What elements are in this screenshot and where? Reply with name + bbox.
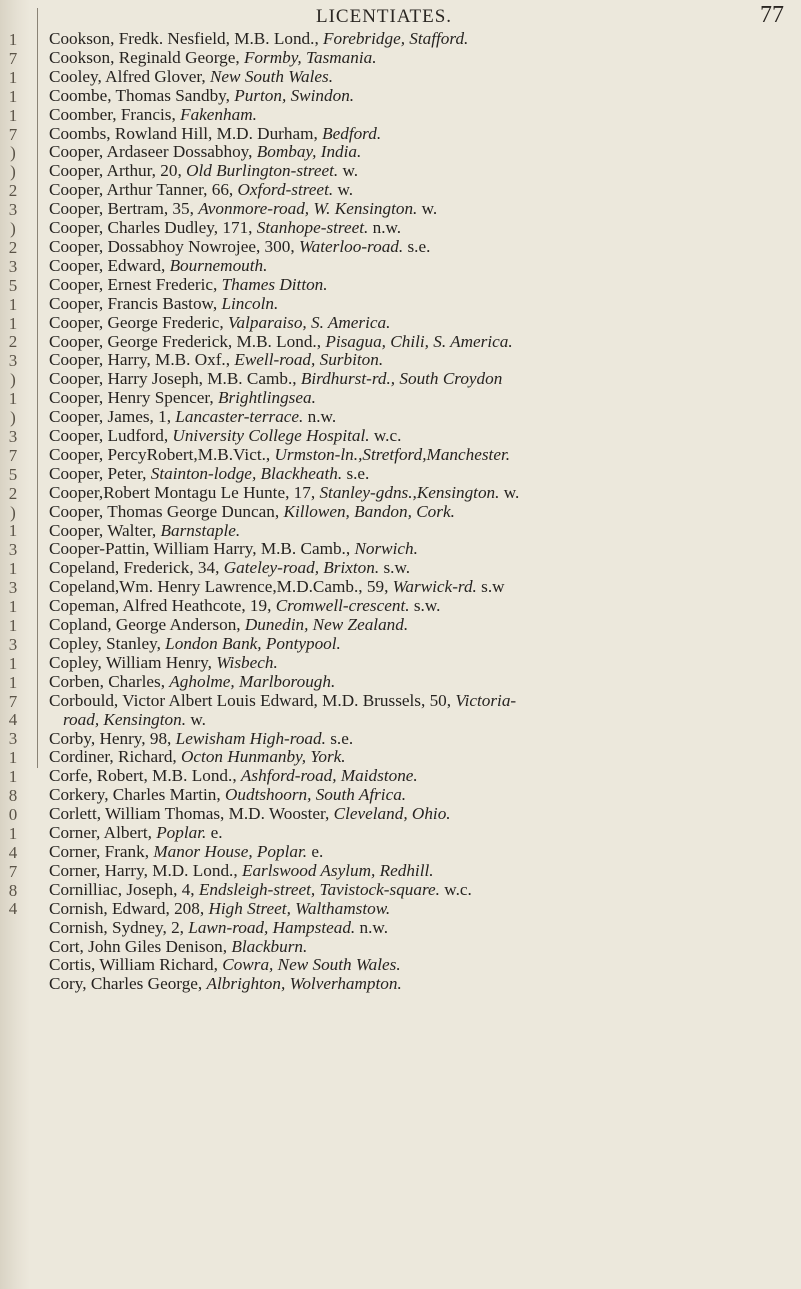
entry-address: Bournemouth. xyxy=(169,255,268,275)
entry-address: Bombay, India. xyxy=(256,142,362,162)
list-item xyxy=(49,748,789,767)
gutter-digit: 2 xyxy=(8,237,18,257)
list-item xyxy=(49,559,789,578)
list-item xyxy=(49,692,789,711)
list-item xyxy=(49,49,789,68)
entry-name: Copley, Stanley, xyxy=(49,634,166,653)
entry-address: Manor House, Poplar. xyxy=(153,841,308,861)
list-item xyxy=(49,919,789,938)
entry-address: Victoria- xyxy=(455,690,517,710)
gutter-digit: 1 xyxy=(8,653,18,673)
gutter-digit: 3 xyxy=(8,351,18,371)
list-item xyxy=(49,597,789,616)
gutter-digit: 5 xyxy=(8,275,18,295)
entry-district: s.w. xyxy=(409,596,441,616)
entry-name: Cooper, Ernest Frederic, xyxy=(49,274,222,294)
gutter-digit: 5 xyxy=(8,464,18,484)
list-item xyxy=(49,540,789,559)
list-item xyxy=(49,786,789,805)
entry-name: Cooper, Walter, xyxy=(49,520,161,540)
gutter-digit: 1 xyxy=(8,86,18,106)
entry-name: Cooper, PercyRobert,M.B.Vict., xyxy=(49,444,275,464)
entry-address: Forebridge, Stafford. xyxy=(323,29,469,48)
list-item xyxy=(49,900,789,919)
gutter-digit: 1 xyxy=(8,294,18,314)
gutter-digit: 3 xyxy=(8,634,18,654)
entry-district: s.e. xyxy=(325,728,354,748)
entry-name: Cordiner, Richard, xyxy=(49,747,182,767)
list-item xyxy=(49,711,789,730)
entry-district: w. xyxy=(186,709,206,729)
list-item xyxy=(49,333,789,352)
entry-name: Corkery, Charles Martin, xyxy=(49,785,225,805)
entry-name: Cooper, George Frederic, xyxy=(49,312,228,332)
entry-address: road, Kensington. xyxy=(63,709,187,729)
entry-name: Copeman, Alfred Heathcote, 19, xyxy=(49,596,276,616)
gutter-digit: 2 xyxy=(8,181,18,201)
list-item xyxy=(49,106,789,125)
entry-address: Albrighton, Wolverhampton. xyxy=(206,974,402,994)
entry-name: Cooper, Charles Dudley, 171, xyxy=(49,218,257,238)
entry-name: Cooper, Henry Spencer, xyxy=(49,388,219,408)
list-item xyxy=(49,616,789,635)
entry-name: Coombe, Thomas Sandby, xyxy=(49,85,235,105)
adjacent-page-margin xyxy=(0,0,30,1289)
list-item xyxy=(49,654,789,673)
gutter-digit: 3 xyxy=(8,256,18,276)
entry-name: Cooper, Peter, xyxy=(49,463,151,483)
entry-address: Formby, Tasmania. xyxy=(243,47,377,67)
entry-name: Cookson, Fredk. Nesfield, M.B. Lond., xyxy=(49,29,324,48)
list-item xyxy=(49,767,789,786)
list-item xyxy=(49,824,789,843)
entry-name: Cooper, Francis Bastow, xyxy=(49,293,222,313)
gutter-digit: 3 xyxy=(8,426,18,446)
entry-address: Urmston-ln.,Stretford,Manchester. xyxy=(274,444,511,464)
entry-name: Cooper, Harry Joseph, M.B. Camb., xyxy=(49,369,301,389)
entry-name: Cortis, William Richard, xyxy=(49,955,223,975)
entry-name: Copeland, Frederick, 34, xyxy=(49,558,224,578)
entry-address: Gateley-road, Brixton. xyxy=(223,558,380,578)
gutter-digit: 8 xyxy=(8,786,18,805)
entry-address: Wisbech. xyxy=(216,652,278,672)
gutter-digit: ) xyxy=(10,162,16,182)
entry-address: Cowra, New South Wales. xyxy=(222,955,401,975)
gutter-digit: 1 xyxy=(8,30,18,49)
list-item xyxy=(49,673,789,692)
gutter-digit: 8 xyxy=(8,880,18,900)
list-item xyxy=(49,881,789,900)
entry-name: Cort, John Giles Denison, xyxy=(49,936,232,956)
list-item xyxy=(49,427,789,446)
entry-district: n.w. xyxy=(368,218,402,238)
entry-address: Lawn-road, Hampstead. xyxy=(188,917,356,937)
gutter-digit: 1 xyxy=(8,521,18,541)
gutter-digit: 1 xyxy=(8,748,18,768)
entry-district: w. xyxy=(499,482,520,502)
entry-address: Oxford-street. xyxy=(237,180,334,200)
entry-address: Brightlingsea. xyxy=(218,388,316,408)
entry-name: Corben, Charles, xyxy=(49,671,170,691)
list-item xyxy=(49,125,789,144)
entry-name: Cooley, Alfred Glover, xyxy=(49,66,210,86)
entry-address: Cromwell-crescent. xyxy=(275,596,410,616)
entry-address: Warwick-rd. xyxy=(392,577,477,597)
entry-district: w. xyxy=(417,199,438,219)
gutter-digit: 1 xyxy=(8,559,18,579)
entry-address: Stainton-lodge, Blackheath. xyxy=(150,463,343,483)
entry-name: Cornish, Edward, 208, xyxy=(49,898,209,918)
list-item xyxy=(49,465,789,484)
list-item xyxy=(49,200,789,219)
entry-address: Lincoln. xyxy=(221,293,279,313)
gutter-digit: 7 xyxy=(8,691,18,711)
entry-name: Copland, George Anderson, xyxy=(49,615,245,635)
entry-name: Cooper, James, 1, xyxy=(49,407,176,427)
entry-name: Cornilliac, Joseph, 4, xyxy=(49,879,199,899)
gutter-digit: 0 xyxy=(8,804,18,824)
gutter-digit: 7 xyxy=(8,124,18,144)
entry-address: Oudtshoorn, South Africa. xyxy=(224,785,407,805)
gutter-digit: 1 xyxy=(8,672,18,692)
gutter-digit: 1 xyxy=(8,389,18,409)
entry-address: Bedford. xyxy=(322,123,382,143)
entry-address: Birdhurst-rd., South Croydon xyxy=(300,369,503,389)
gutter-digit: 3 xyxy=(8,729,18,749)
entry-name: Cooper, Thomas George Duncan, xyxy=(49,501,284,521)
entry-district: s.e. xyxy=(403,236,431,256)
gutter-digit: 3 xyxy=(8,200,18,220)
entry-address: Old Burlington-street. xyxy=(186,161,339,181)
entry-name: Copeland,Wm. Henry Lawrence,M.D.Camb., 59, xyxy=(49,577,393,597)
entry-name: Corbould, Victor Albert Louis Edward, M.D. Brussels, 50, xyxy=(49,690,456,710)
gutter-digit: 4 xyxy=(8,710,18,730)
list-item xyxy=(49,805,789,824)
list-item xyxy=(49,219,789,238)
entry-address: Thames Ditton. xyxy=(221,274,328,294)
entry-name: Copley, William Henry, xyxy=(49,652,217,672)
entry-address: Cleveland, Ohio. xyxy=(333,804,451,824)
entry-address: New South Wales. xyxy=(209,66,333,86)
list-item xyxy=(49,181,789,200)
list-item xyxy=(49,938,789,957)
gutter-digit: ) xyxy=(10,370,16,390)
entry-address: Agholme, Marlborough. xyxy=(169,671,336,691)
entry-name: Cooper, Ardaseer Dossabhoy, xyxy=(49,142,257,162)
list-item xyxy=(49,843,789,862)
list-item xyxy=(49,446,789,465)
entry-address: Ashford-road, Maidstone. xyxy=(240,766,418,786)
list-item xyxy=(49,635,789,654)
entry-name: Cookson, Reginald George, xyxy=(49,47,244,67)
entry-address: Octon Hunmanby, York. xyxy=(181,747,346,767)
list-item xyxy=(49,257,789,276)
list-item xyxy=(49,87,789,106)
entry-address: Lancaster-terrace. xyxy=(175,407,304,427)
entry-name: Cooper, Arthur Tanner, 66, xyxy=(49,180,238,200)
gutter-digit: 4 xyxy=(8,842,18,862)
entry-address: University College Hospital. xyxy=(172,426,370,446)
gutter-digit: 1 xyxy=(8,597,18,616)
list-item xyxy=(49,522,789,541)
entry-district: s.w xyxy=(476,577,505,597)
entry-address: Valparaiso, S. America. xyxy=(227,312,391,332)
gutter-digit: 1 xyxy=(8,767,18,787)
entry-name: Cooper, Arthur, 20, xyxy=(49,161,187,181)
entry-district: w.c. xyxy=(439,879,472,899)
entry-name: Cooper, Edward, xyxy=(49,255,170,275)
list-item xyxy=(49,295,789,314)
list-item xyxy=(49,578,789,597)
entry-name: Cornish, Sydney, 2, xyxy=(49,917,189,937)
entry-name: Coomber, Francis, xyxy=(49,104,181,124)
entry-name: Cooper-Pattin, William Harry, M.B. Camb., xyxy=(49,539,355,559)
entry-name: Corner, Albert, xyxy=(49,823,157,843)
gutter-digit: 1 xyxy=(8,105,18,125)
gutter-digit: 2 xyxy=(8,483,18,503)
entry-address: Stanley-gdns.,Kensington. xyxy=(319,482,500,502)
gutter-digit: ) xyxy=(10,502,16,522)
list-item xyxy=(49,730,789,749)
gutter-digit: 3 xyxy=(8,578,18,598)
list-item xyxy=(49,956,789,975)
entry-address: Avonmore-road, W. Kensington. xyxy=(198,199,418,219)
entry-district: w.c. xyxy=(369,426,402,446)
gutter-digit: ) xyxy=(10,143,16,163)
list-item xyxy=(49,238,789,257)
gutter-digit: 1 xyxy=(8,615,18,635)
entry-district: n.w. xyxy=(303,407,337,427)
margin-rule xyxy=(37,8,38,768)
entry-name: Corlett, William Thomas, M.D. Wooster, xyxy=(49,804,334,824)
entry-name: Corner, Harry, M.D. Lond., xyxy=(49,860,242,880)
gutter-digit: 7 xyxy=(8,861,18,881)
entry-address: Ewell-road, Surbiton. xyxy=(234,350,384,370)
gutter-digit: ) xyxy=(10,219,16,238)
entry-district: s.e. xyxy=(342,463,370,483)
entry-list xyxy=(49,30,789,994)
gutter-digit: 1 xyxy=(8,823,18,843)
entry-address: Pisagua, Chili, S. America. xyxy=(325,331,513,351)
list-item xyxy=(49,276,789,295)
entry-district: e. xyxy=(307,841,324,861)
entry-address: London Bank, Pontypool. xyxy=(165,634,341,653)
entry-address: Waterloo-road. xyxy=(298,236,404,256)
list-item xyxy=(49,162,789,181)
list-item xyxy=(49,68,789,87)
gutter-digit: 1 xyxy=(8,67,18,87)
entry-district: n.w. xyxy=(355,917,388,937)
entry-address: Killowen, Bandon, Cork. xyxy=(283,501,455,521)
entry-name: Cooper, Bertram, 35, xyxy=(49,199,199,219)
entry-address: Lewisham High-road. xyxy=(175,728,326,748)
entry-address: Barnstaple. xyxy=(160,520,241,540)
gutter-digit: ) xyxy=(10,408,16,427)
entry-address: Endsleigh-street, Tavistock-square. xyxy=(198,879,440,899)
list-item xyxy=(49,503,789,522)
gutter-digit: 4 xyxy=(8,899,18,919)
list-item xyxy=(49,408,789,427)
entry-name: Cooper, George Frederick, M.B. Lond., xyxy=(49,331,326,351)
gutter-digit: 3 xyxy=(8,540,18,560)
entry-name: Cory, Charles George, xyxy=(49,974,207,994)
entry-address: Earlswood Asylum, Redhill. xyxy=(241,860,434,880)
entry-name: Cooper,Robert Montagu Le Hunte, 17, xyxy=(49,482,320,502)
list-item xyxy=(49,314,789,333)
entry-name: Coombs, Rowland Hill, M.D. Durham, xyxy=(49,123,323,143)
entry-district: e. xyxy=(206,823,223,843)
entry-name: Corby, Henry, 98, xyxy=(49,728,176,748)
list-item xyxy=(49,143,789,162)
list-item xyxy=(49,351,789,370)
entry-address: Dunedin, New Zealand. xyxy=(244,615,409,635)
gutter-digit: 7 xyxy=(8,48,18,68)
entry-district: w. xyxy=(333,180,354,200)
entry-address: Stanhope-street. xyxy=(256,218,369,238)
entry-district: w. xyxy=(338,161,359,181)
entry-name: Cooper, Harry, M.B. Oxf., xyxy=(49,350,235,370)
entry-name: Cooper, Ludford, xyxy=(49,426,173,446)
list-item xyxy=(49,484,789,503)
entry-name: Corfe, Robert, M.B. Lond., xyxy=(49,766,241,786)
entry-name: Corner, Frank, xyxy=(49,841,154,861)
entry-address: Purton, Swindon. xyxy=(234,85,355,105)
entry-address: Blackburn. xyxy=(231,936,308,956)
entry-address: Fakenham. xyxy=(180,104,257,124)
list-item xyxy=(49,30,789,49)
list-item xyxy=(49,389,789,408)
gutter-digit: 2 xyxy=(8,332,18,352)
list-item xyxy=(49,975,789,994)
entry-address: Norwich. xyxy=(354,539,418,559)
entry-address: High Street, Walthamstow. xyxy=(208,898,391,918)
gutter-digit: 7 xyxy=(8,445,18,465)
page-title: LICENTIATES. xyxy=(316,6,453,27)
page-number: 77 xyxy=(760,2,784,28)
list-item xyxy=(49,370,789,389)
list-item xyxy=(49,862,789,881)
entry-name: Cooper, Dossabhoy Nowrojee, 300, xyxy=(49,236,299,256)
entry-district: s.w. xyxy=(379,558,411,578)
gutter-digit: 1 xyxy=(8,313,18,333)
entry-address: Poplar. xyxy=(156,823,207,843)
